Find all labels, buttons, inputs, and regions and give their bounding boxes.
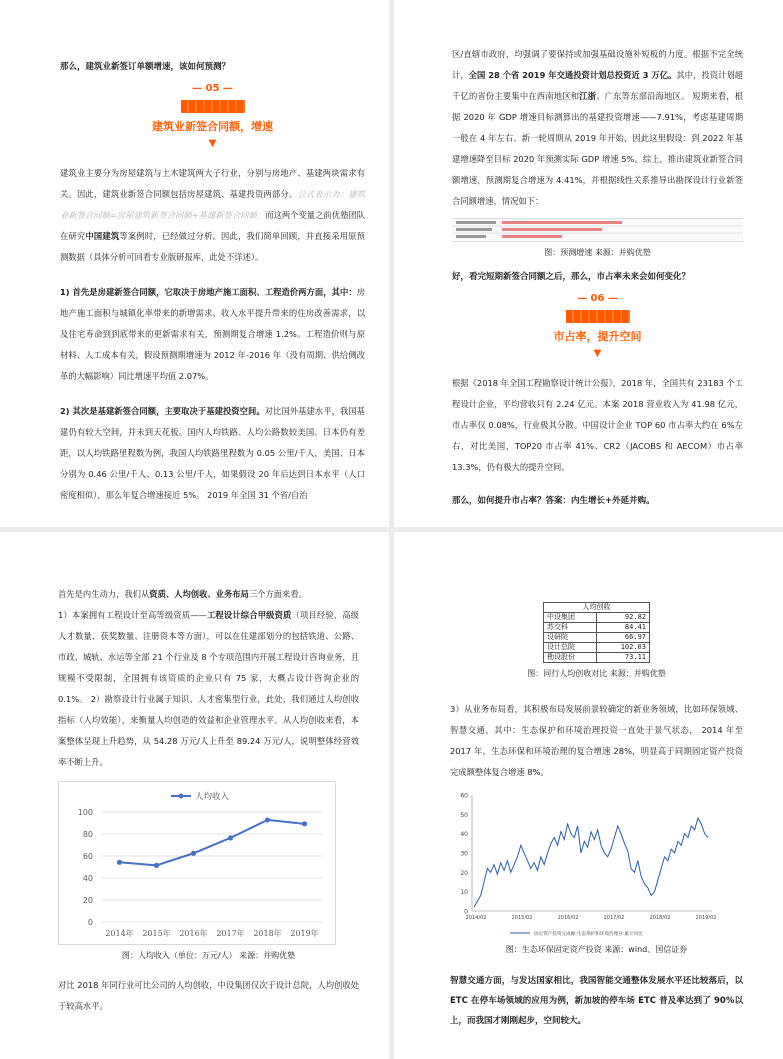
section-number: — 06 — [577, 293, 618, 304]
down-arrow-icon: ▼ [208, 138, 217, 149]
question-heading: 好，看完短期新签合同额之后，那么，市占率未来会如何变化？ [452, 272, 691, 282]
y-tick-label: 60 [460, 792, 468, 800]
data-point [302, 821, 307, 826]
company-name: 勘设股份 [544, 653, 597, 663]
paragraph: 首先是内生动力，我们从资质、人均创收、业务布局三个方面来看。 [58, 589, 307, 599]
question-heading: 那么，建筑业新签订单额增速，该如何预测？ [60, 62, 231, 72]
section-header-05 [60, 82, 365, 151]
x-tick-label: 2018/02 [649, 915, 671, 921]
revenue-value: 66.97 [597, 633, 650, 643]
table-title: 人均创收 [544, 603, 650, 613]
paragraph: 智慧交通方面，与发达国家相比，我国智能交通整体发展水平还比较落后，以 ETC 在停车场领域的应用为例，新加坡的停车场 ETC 普及率达到了 90%以上，而我国才刚刚起步，空间较大。 [450, 976, 743, 1026]
document-page-1 [0, 0, 389, 527]
x-tick-label: 2014年 [105, 929, 134, 938]
y-tick-label: 10 [460, 889, 468, 897]
data-point [265, 817, 270, 822]
table-row [544, 613, 650, 623]
paragraph: 1) 首先是房建新签合同额，它取决于房地产施工面积、工程造价两方面，其中：房地产施工面积与城镇化率带来的新增需求、收入水平提升带来的住房改善需求，以及住宅寿命到到底带来的更新需求有关，预测期复合增速 1.2%。工程造价则与原材料、人工成本有关，假设预测期增速为 2012 年-2016 年（没有周期、供给侧改革的大幅影响）同比增速平均值 2.07%。 [60, 287, 365, 381]
y-tick-label: 40 [82, 874, 93, 883]
data-point [228, 835, 233, 840]
y-tick-label: 40 [460, 831, 468, 839]
y-tick-label: 50 [460, 811, 468, 819]
company-name: 设研院 [544, 633, 597, 643]
x-tick-label: 2017/02 [603, 915, 625, 921]
section-decor-bar [566, 310, 630, 323]
revenue-value: 73.11 [597, 653, 650, 663]
section-title: 建筑业新签合同额，增速 [152, 120, 273, 133]
x-tick-label: 2019/02 [695, 915, 717, 921]
x-tick-label: 2014/02 [465, 915, 487, 921]
paragraph: 对比 2018 年同行业可比公司的人均创收，中设集团仅次于设计总院，人均创收处于较高水平。 [58, 980, 359, 1011]
table-row [544, 623, 650, 633]
figure-caption: 图：预测增速 来源：并购优塾 [544, 248, 651, 257]
paragraph: 区/直辖市政府，均强调了要保持或加强基础设施补短板的力度。根据不完全统计，全国 28 个省 2019 年交通投资计划总投资近 3 万亿。其中，投资计划超千亿的省份主要集中在西南地区和江浙、广东等东部沿海地区。 短期来看，根据 2020 年 GDP 增速目标测算出的基建投资增速——7.91%，考虑基建周期一般在 4 年左右、新一轮周期从 2019 年开始，因此这里假设：到 2022 年基建增速降至目标 2020 年预测实际 GDP 增速 5%。综上，推出建筑业新签合同额增速，预测期复合增速为 4.41%，并根据线性关系推导出勘探设计行业新签合同额增速，情况如下： [452, 49, 743, 206]
down-arrow-icon: ▼ [593, 348, 602, 359]
table-row [544, 633, 650, 643]
document-page-4 [394, 532, 783, 1059]
x-tick-label: 2017年 [216, 929, 245, 938]
table-row [544, 643, 650, 653]
data-point [117, 860, 122, 865]
y-tick-label: 100 [77, 808, 93, 817]
figure-caption: 图：同行人均创收对比 来源：并购优塾 [527, 669, 666, 678]
series-line [474, 818, 708, 907]
revenue-per-capita-chart [58, 781, 336, 945]
document-page-3 [0, 532, 389, 1059]
paragraph: 2) 其次是基建新签合同额，主要取决于基建投资空间。对比国外基建水平，我国基建仍有较大空间，并未到天花板。国内人均铁路、人均公路数较美国、日本仍有差距，以人均铁路里程数为例，我国人均铁路里程数为 0.05 公里/千人，美国、日本分别为 0.46 公里/千人、0.13 公里/千人，如果假设 20 年后达到日本水平（人口密度相似），那么年复合增速接近 5%。 2019 年全国 31 个省/自治 [60, 406, 365, 500]
legend-label: 固定资产投资完成额:生态保护和环境治理业:累计同比 [534, 932, 643, 937]
x-tick-label: 2016/02 [557, 915, 579, 921]
data-point [191, 851, 196, 856]
document-page-2 [394, 0, 783, 527]
table-row [544, 653, 650, 663]
paragraph: 根据《2018 年全国工程勘察设计统计公报》，2018 年，全国共有 23183 个工程设计企业，平均营收只有 2.24 亿元。本案 2018 营业收入为 41.98 亿元，市占率仅 0.08%，行业极其分散。中国设计企业 TOP 60 市占率大约在 6%左右，对比美国，TOP20 市占率 41%、CR2（JACOBS 和 AECOM）市占率 13.3%，仍有极大的提升空间。 [452, 378, 743, 472]
figure-caption: 图：生态环保固定资产投资 来源：wind、国信证券 [505, 945, 688, 954]
revenue-value: 102.03 [597, 643, 650, 653]
y-tick-label: 0 [464, 908, 468, 916]
x-tick-label: 2016年 [179, 929, 208, 938]
formula-text: 公式表示为：建筑业新签合同额=房屋建筑新签合同额+基建新签合同额； [60, 189, 365, 220]
y-tick-label: 20 [82, 896, 93, 905]
x-tick-label: 2015年 [142, 929, 171, 938]
x-tick-label: 2015/02 [511, 915, 533, 921]
y-tick-label: 60 [82, 852, 93, 861]
paragraph: 3）从业务布局看，其积极布局发展前景较确定的新业务领域，比如环保领域、智慧交通，其中：生态保护和环境治理投资一直处于景气状态， 2014 年至 2017 年，生态环保和环境治理的复合增速 28%，明显高于同期固定资产投资完成额整体复合增速 8%。 [450, 704, 743, 777]
section-number: — 05 — [192, 83, 233, 94]
series-line [120, 820, 305, 865]
paragraph: 建筑业主要分为房屋建筑与土木建筑两大子行业，分别与房地产、基建两块需求有关。因此，建筑业新签合同额包括房屋建筑、基建投资两部分。公式表示为：建筑业新签合同额=房屋建筑新签合同额+基建新签合同额；而这两个变量之前优塾团队在研究中国建筑等案例时，已经做过分析。因此，我们简单回顾，并直接采用原预测数据（具体分析可回看专业版研报库，此处不详述）。 [60, 168, 365, 262]
prediction-table-image [452, 218, 743, 242]
revenue-value: 92.82 [597, 613, 650, 623]
section-header-06 [452, 292, 743, 361]
y-tick-label: 20 [460, 869, 468, 877]
x-tick-label: 2018年 [253, 929, 282, 938]
peer-revenue-table [543, 602, 650, 663]
company-name: 设计总院 [544, 643, 597, 653]
legend-label: 人均收入 [195, 792, 230, 802]
paragraph: 1）本案拥有工程设计至高等级资质——工程设计综合甲级资质（项目经验、高级人才数量、获奖数量、注册资本等方面），可以在住建部划分的包括铁道、公路、市政、城轨、水运等全部 21 个行业及 8 个专项范围内开展工程设计咨询业务，且规模不受限制，全国拥有该资质的企业只有 75 家，大概占设计咨询企业的 0.1%。 2）勘察设计行业属于知识、人才密集型行业，此处，我们通过人均创收指标（人均效能），来衡量人均创造的效益和企业管理水平。从人均创收来看，本案整体呈现上升趋势，从 54.28 万元/人上升至 89.24 万元/人，说明整体经营效率不断上升。 [58, 610, 359, 767]
y-tick-label: 0 [87, 918, 93, 927]
section-decor-bar [181, 100, 245, 113]
eco-investment-chart [450, 789, 718, 939]
question-heading: 那么，如何提升市占率？答案：内生增长+外延并购。 [452, 496, 655, 506]
section-title: 市占率，提升空间 [553, 330, 642, 343]
y-tick-label: 80 [82, 830, 93, 839]
revenue-value: 84.41 [597, 623, 650, 633]
x-tick-label: 2019年 [290, 929, 319, 938]
company-name: 中设集团 [544, 613, 597, 623]
figure-caption: 图：人均收入（单位：万元/人） 来源：并购优塾 [121, 951, 296, 960]
legend-marker [179, 794, 184, 799]
company-name: 苏交科 [544, 623, 597, 633]
y-tick-label: 30 [460, 850, 468, 858]
data-point [154, 863, 159, 868]
